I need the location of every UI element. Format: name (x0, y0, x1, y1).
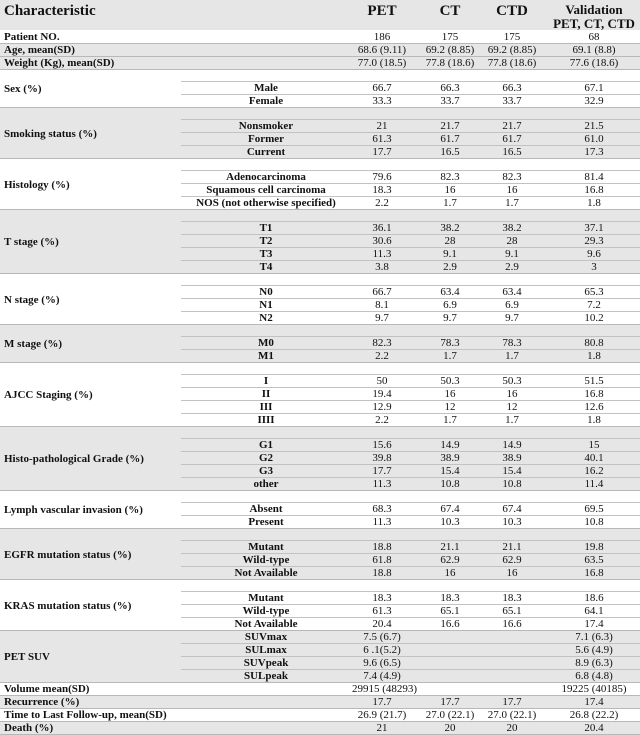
value-cell: 9.1 (443, 248, 457, 260)
table-row (0, 375, 640, 387)
value-cell: 50.3 (502, 375, 522, 387)
value-cell: 9.7 (443, 312, 457, 324)
row-label: Time to Last Follow-up, mean(SD) (4, 709, 167, 721)
sub-label: Wild-type (242, 605, 290, 617)
sub-label: II (261, 388, 271, 400)
table-row (0, 388, 640, 400)
value-cell: 18.8 (372, 541, 392, 553)
table-row (0, 618, 640, 630)
value-cell: 68 (588, 31, 600, 43)
value-cell: 61.8 (372, 554, 392, 566)
table-row (0, 31, 640, 43)
value-cell: 38.2 (440, 222, 460, 234)
value-cell: 21 (376, 120, 388, 132)
group-label: Histology (%) (4, 179, 70, 191)
value-cell: 6.9 (443, 299, 457, 311)
table-row (0, 299, 640, 311)
value-cell: 7.5 (6.7) (363, 631, 401, 643)
value-cell: 11.4 (584, 478, 604, 490)
value-cell: 2.2 (375, 197, 389, 209)
value-cell: 61.7 (502, 133, 522, 145)
value-cell: 21 (376, 722, 388, 734)
value-cell: 1.7 (505, 197, 519, 209)
value-cell: 10.3 (502, 516, 522, 528)
value-cell: 28 (506, 235, 518, 247)
value-cell: 20 (444, 722, 456, 734)
value-cell: 7.4 (4.9) (363, 670, 401, 682)
table-row (0, 414, 640, 426)
value-cell: 7.1 (6.3) (575, 631, 613, 643)
value-cell: 16.6 (502, 618, 522, 630)
group-label: KRAS mutation status (%) (4, 600, 132, 612)
value-cell: 1.7 (443, 197, 457, 209)
value-cell: 14.9 (502, 439, 522, 451)
row-label: Age, mean(SD) (4, 44, 75, 56)
table-row (0, 95, 640, 107)
table-row (0, 401, 640, 413)
value-cell: 16 (444, 567, 456, 579)
header-ctd: CTD (496, 3, 528, 19)
value-cell: 18.3 (372, 592, 392, 604)
value-cell: 78.3 (440, 337, 460, 349)
value-cell: 16 (506, 388, 518, 400)
header-validation-line1: Validation (565, 2, 623, 17)
sub-label: Adenocarcinoma (226, 171, 306, 183)
value-cell: 38.2 (502, 222, 522, 234)
value-cell: 14.9 (440, 439, 460, 451)
value-cell: 63.4 (502, 286, 522, 298)
value-cell: 18.3 (502, 592, 522, 604)
value-cell: 186 (373, 31, 391, 43)
sub-label: Squamous cell carcinoma (206, 184, 326, 196)
sub-label: T3 (259, 248, 273, 260)
table-row (0, 465, 640, 477)
value-cell: 6 .1(5.2) (363, 644, 401, 656)
table-row (0, 44, 640, 56)
table-row (0, 592, 640, 604)
sub-label: T2 (259, 235, 273, 247)
sub-label: Nonsmoker (238, 120, 294, 132)
table-row (0, 683, 640, 695)
value-cell: 2.9 (505, 261, 519, 273)
group-label: Lymph vascular invasion (%) (4, 504, 143, 516)
table-row (0, 670, 640, 682)
value-cell: 7.2 (587, 299, 601, 311)
value-cell: 20 (506, 722, 518, 734)
group-label: Histo-pathological Grade (%) (4, 453, 144, 465)
sub-label: Present (248, 516, 284, 528)
value-cell: 81.4 (584, 171, 604, 183)
sub-label: M0 (258, 337, 274, 349)
value-cell: 67.4 (440, 503, 460, 515)
table-row (0, 722, 640, 734)
value-cell: 39.8 (372, 452, 392, 464)
value-cell: 21.1 (502, 541, 522, 553)
value-cell: 18.8 (372, 567, 392, 579)
value-cell: 6.9 (505, 299, 519, 311)
value-cell: 21.1 (440, 541, 460, 553)
value-cell: 20.4 (372, 618, 392, 630)
value-cell: 18.3 (440, 592, 460, 604)
value-cell: 61.0 (584, 133, 604, 145)
table-row (0, 184, 640, 196)
table-row (0, 337, 640, 349)
sub-label: G3 (258, 465, 274, 477)
value-cell: 17.7 (372, 465, 392, 477)
value-cell: 1.7 (443, 414, 457, 426)
value-cell: 10.8 (584, 516, 604, 528)
value-cell: 69.2 (8.85) (487, 44, 537, 56)
value-cell: 62.9 (502, 554, 522, 566)
value-cell: 5.6 (4.9) (575, 644, 613, 656)
value-cell: 63.4 (440, 286, 460, 298)
value-cell: 20.4 (584, 722, 604, 734)
value-cell: 50.3 (440, 375, 460, 387)
value-cell: 18.6 (584, 592, 604, 604)
value-cell: 16 (444, 184, 456, 196)
value-cell: 10.2 (584, 312, 604, 324)
value-cell: 66.3 (440, 82, 460, 94)
value-cell: 3.8 (375, 261, 389, 273)
value-cell: 82.3 (372, 337, 392, 349)
sub-label: N1 (259, 299, 273, 311)
value-cell: 12.6 (584, 401, 604, 413)
value-cell: 65.1 (440, 605, 460, 617)
value-cell: 1.7 (443, 350, 457, 362)
table-row (0, 350, 640, 362)
value-cell: 8.9 (6.3) (575, 657, 613, 669)
value-cell: 16.5 (502, 146, 522, 158)
value-cell: 78.3 (502, 337, 522, 349)
sub-label: N0 (259, 286, 273, 298)
value-cell: 77.8 (18.6) (425, 57, 475, 69)
table-row (0, 657, 640, 669)
value-cell: 33.7 (502, 95, 522, 107)
value-cell: 1.8 (587, 414, 601, 426)
sub-label: other (253, 478, 279, 490)
value-cell: 38.9 (502, 452, 522, 464)
value-cell: 61.7 (440, 133, 460, 145)
table-row (0, 709, 640, 721)
value-cell: 16.5 (440, 146, 460, 158)
sub-label: M1 (258, 350, 274, 362)
table-row (0, 82, 640, 94)
table-row (0, 516, 640, 528)
table-row (0, 503, 640, 515)
value-cell: 64.1 (584, 605, 604, 617)
sub-label: NOS (not otherwise specified) (196, 197, 336, 209)
table-row (0, 452, 640, 464)
value-cell: 29.3 (584, 235, 604, 247)
value-cell: 82.3 (440, 171, 460, 183)
group-label: Smoking status (%) (4, 128, 97, 140)
sub-label: SULmax (245, 644, 287, 656)
value-cell: 15.4 (440, 465, 460, 477)
header-validation-line2: PET, CT, CTD (553, 16, 635, 31)
value-cell: 26.9 (21.7) (357, 709, 407, 721)
sub-label: SUVpeak (243, 657, 289, 669)
sub-label: Former (247, 133, 285, 145)
table-row (0, 248, 640, 260)
sub-label: Current (246, 146, 286, 158)
table-row (0, 439, 640, 451)
value-cell: 1.7 (505, 350, 519, 362)
value-cell: 19.4 (372, 388, 392, 400)
table-row (0, 567, 640, 579)
value-cell: 36.1 (372, 222, 392, 234)
value-cell: 9.7 (505, 312, 519, 324)
sub-label: I (263, 375, 269, 387)
value-cell: 15 (588, 439, 600, 451)
value-cell: 17.7 (440, 696, 460, 708)
sub-label: Mutant (248, 541, 284, 553)
sub-label: Female (248, 95, 284, 107)
value-cell: 16 (444, 388, 456, 400)
value-cell: 21.5 (584, 120, 604, 132)
value-cell: 9.6 (6.5) (363, 657, 401, 669)
table-row (0, 146, 640, 158)
sub-label: Male (254, 82, 278, 94)
value-cell: 16 (506, 567, 518, 579)
value-cell: 77.8 (18.6) (487, 57, 537, 69)
table-row (0, 222, 640, 234)
value-cell: 11.3 (372, 516, 392, 528)
value-cell: 77.6 (18.6) (569, 57, 619, 69)
header-ct: CT (439, 3, 461, 19)
sub-label: Not Available (234, 618, 298, 630)
value-cell: 50 (376, 375, 388, 387)
value-cell: 33.7 (440, 95, 460, 107)
value-cell: 1.8 (587, 197, 601, 209)
table-header (0, 0, 640, 30)
value-cell: 17.4 (584, 618, 604, 630)
value-cell: 15.6 (372, 439, 392, 451)
value-cell: 69.1 (8.8) (572, 44, 616, 56)
value-cell: 3 (591, 261, 597, 273)
value-cell: 11.3 (372, 478, 392, 490)
value-cell: 18.3 (372, 184, 392, 196)
table-row (0, 644, 640, 656)
value-cell: 1.7 (505, 414, 519, 426)
value-cell: 21.7 (440, 120, 460, 132)
sub-label: Mutant (248, 592, 284, 604)
row-label: Patient NO. (4, 31, 60, 43)
sub-label: III (259, 401, 273, 413)
table-row (0, 57, 640, 69)
value-cell: 8.1 (375, 299, 389, 311)
sub-label: Absent (249, 503, 283, 515)
value-cell: 63.5 (584, 554, 604, 566)
sub-label: Wild-type (242, 554, 290, 566)
group-label: PET SUV (4, 651, 50, 663)
group-label: N stage (%) (4, 294, 60, 306)
value-cell: 79.6 (372, 171, 392, 183)
value-cell: 62.9 (440, 554, 460, 566)
table-row (0, 235, 640, 247)
value-cell: 10.8 (502, 478, 522, 490)
value-cell: 17.4 (584, 696, 604, 708)
table-row (0, 120, 640, 132)
value-cell: 10.8 (440, 478, 460, 490)
sub-label: IIII (257, 414, 275, 426)
value-cell: 66.3 (502, 82, 522, 94)
sub-label: SULpeak (243, 670, 289, 682)
value-cell: 26.8 (22.2) (569, 709, 619, 721)
value-cell: 12.9 (372, 401, 392, 413)
header-pet: PET (367, 3, 397, 19)
value-cell: 27.0 (22.1) (487, 709, 537, 721)
table-row (0, 541, 640, 553)
header-characteristic: Characteristic (4, 3, 96, 19)
value-cell: 6.8 (4.8) (575, 670, 613, 682)
value-cell: 2.2 (375, 350, 389, 362)
table-row (0, 696, 640, 708)
table-row (0, 197, 640, 209)
value-cell: 16.6 (440, 618, 460, 630)
value-cell: 65.1 (502, 605, 522, 617)
value-cell: 29915 (48293) (352, 683, 418, 695)
sub-label: N2 (259, 312, 273, 324)
value-cell: 16.8 (584, 388, 604, 400)
value-cell: 21.7 (502, 120, 522, 132)
value-cell: 68.3 (372, 503, 392, 515)
value-cell: 69.2 (8.85) (425, 44, 475, 56)
table-row (0, 312, 640, 324)
value-cell: 77.0 (18.5) (357, 57, 407, 69)
value-cell: 9.7 (375, 312, 389, 324)
table-row (0, 286, 640, 298)
value-cell: 30.6 (372, 235, 392, 247)
group-label: M stage (%) (4, 338, 63, 350)
row-label: Recurrence (%) (4, 696, 80, 708)
sub-label: G2 (258, 452, 274, 464)
value-cell: 40.1 (584, 452, 604, 464)
value-cell: 28 (444, 235, 456, 247)
value-cell: 16.8 (584, 567, 604, 579)
table-row (0, 631, 640, 643)
row-label: Weight (Kg), mean(SD) (4, 57, 115, 69)
value-cell: 16.2 (584, 465, 604, 477)
value-cell: 82.3 (502, 171, 522, 183)
value-cell: 27.0 (22.1) (425, 709, 475, 721)
value-cell: 19.8 (584, 541, 604, 553)
value-cell: 69.5 (584, 503, 604, 515)
value-cell: 9.6 (587, 248, 601, 260)
value-cell: 17.7 (372, 696, 392, 708)
sub-label: SUVmax (244, 631, 288, 643)
value-cell: 33.3 (372, 95, 392, 107)
table-row (0, 171, 640, 183)
value-cell: 12 (444, 401, 456, 413)
group-label: AJCC Staging (%) (4, 389, 93, 401)
sub-label: T4 (259, 261, 273, 273)
value-cell: 15.4 (502, 465, 522, 477)
table-row (0, 133, 640, 145)
table-row (0, 554, 640, 566)
value-cell: 19225 (40185) (561, 683, 627, 695)
value-cell: 66.7 (372, 82, 392, 94)
table-row (0, 605, 640, 617)
table-row (0, 261, 640, 273)
value-cell: 16 (506, 184, 518, 196)
value-cell: 17.7 (502, 696, 522, 708)
value-cell: 37.1 (584, 222, 604, 234)
table-row (0, 478, 640, 490)
value-cell: 65.3 (584, 286, 604, 298)
value-cell: 2.9 (443, 261, 457, 273)
value-cell: 51.5 (584, 375, 604, 387)
value-cell: 16.8 (584, 184, 604, 196)
sub-label: Not Available (234, 567, 298, 579)
value-cell: 17.3 (584, 146, 604, 158)
group-label: Sex (%) (4, 83, 42, 95)
group-label: EGFR mutation status (%) (4, 549, 132, 561)
sub-label: G1 (258, 439, 274, 451)
value-cell: 66.7 (372, 286, 392, 298)
value-cell: 61.3 (372, 133, 392, 145)
value-cell: 1.8 (587, 350, 601, 362)
row-label: Death (%) (4, 722, 54, 734)
value-cell: 32.9 (584, 95, 604, 107)
value-cell: 68.6 (9.11) (357, 44, 407, 56)
value-cell: 61.3 (372, 605, 392, 617)
value-cell: 9.1 (505, 248, 519, 260)
row-label: Volume mean(SD) (4, 683, 90, 695)
value-cell: 10.3 (440, 516, 460, 528)
value-cell: 80.8 (584, 337, 604, 349)
value-cell: 175 (441, 31, 459, 43)
group-label: T stage (%) (4, 236, 59, 248)
value-cell: 11.3 (372, 248, 392, 260)
value-cell: 38.9 (440, 452, 460, 464)
value-cell: 17.7 (372, 146, 392, 158)
value-cell: 67.1 (584, 82, 604, 94)
value-cell: 175 (503, 31, 521, 43)
sub-label: T1 (259, 222, 273, 234)
value-cell: 67.4 (502, 503, 522, 515)
value-cell: 12 (506, 401, 518, 413)
value-cell: 2.2 (375, 414, 389, 426)
